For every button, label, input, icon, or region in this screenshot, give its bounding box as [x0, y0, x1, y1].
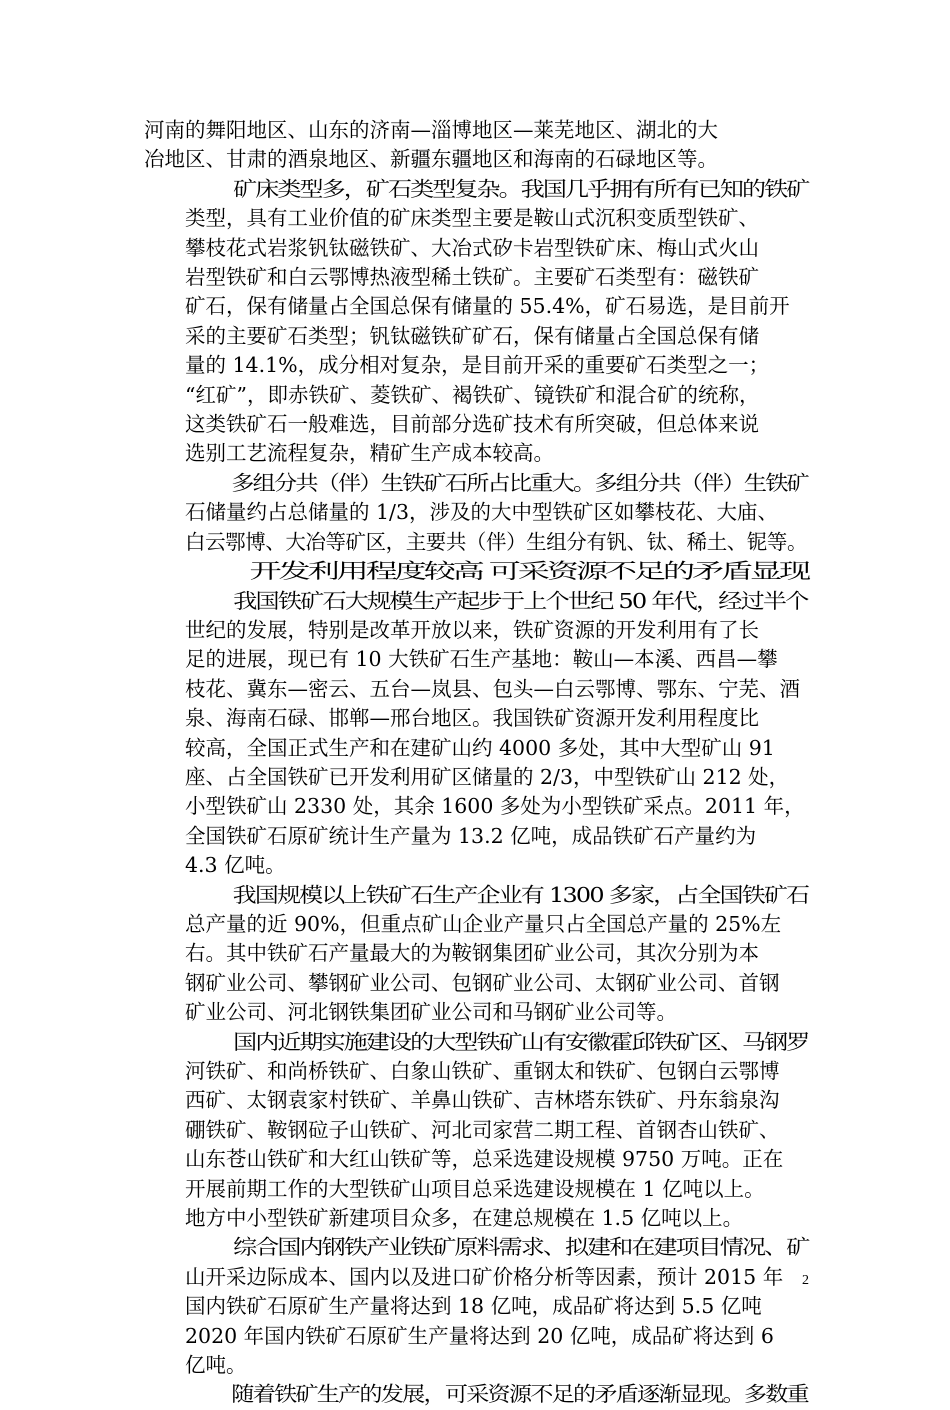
text-line: 2020 年国内铁矿石原矿生产量将达到 20 亿吨，成品矿将达到 6 [185, 1323, 774, 1348]
paragraph [144, 1380, 808, 1409]
text-line: 硼铁矿、鞍钢砬子山铁矿、河北司家营二期工程、首钢杏山铁矿、 [185, 1117, 780, 1142]
text-line: 矿床类型多，矿石类型复杂。我国几乎拥有所有已知的铁矿 [233, 176, 809, 201]
text-line: 矿业公司、河北钢铁集团矿业公司和马钢矿业公司等。 [185, 1000, 677, 1025]
text-line: 这类铁矿石一般难选，目前部分选矿技术有所突破，但总体来说 [185, 412, 759, 437]
text-line: 量的 14.1%，成分相对复杂，是目前开采的重要矿石类型之一； [185, 353, 770, 378]
text-line: 全国铁矿石原矿统计生产量为 13.2 亿吨，成品铁矿石产量约为 [185, 823, 757, 848]
text-line: 钢矿业公司、攀钢矿业公司、包钢矿业公司、太钢矿业公司、首钢 [185, 970, 780, 995]
text-line: 国内近期实施建设的大型铁矿山有安徽霍邱铁矿区、马钢罗 [233, 1029, 809, 1054]
text-line: 国内铁矿石原矿生产量将达到 18 亿吨，成品矿将达到 5.5 亿吨 [185, 1294, 762, 1319]
text-line: 山东苍山铁矿和大红山铁矿等，总采选建设规模 9750 万吨。正在 [185, 1147, 784, 1172]
text-line: 开发利用程度较高 可采资源不足的矛盾显现 [249, 559, 809, 584]
text-line: 座、占全国铁矿已开发利用矿区储量的 2/3，中型铁矿山 212 处， [185, 764, 790, 789]
text-line: 世纪的发展，特别是改革开放以来，铁矿资源的开发利用有了长 [185, 617, 759, 642]
paragraph [144, 116, 808, 175]
text-line: 攀枝花式岩浆钒钛磁铁矿、大冶式矽卡岩型铁矿床、梅山式火山 [185, 235, 759, 260]
text-line: 枝花、冀东—密云、五台—岚县、包头—白云鄂博、鄂东、宁芜、酒 [185, 676, 800, 701]
text-line: 4.3 亿吨。 [185, 853, 286, 878]
text-line: 选别工艺流程复杂，精矿生产成本较高。 [185, 441, 554, 466]
paragraph [144, 1233, 808, 1380]
body-text [144, 116, 808, 1410]
text-line: 小型铁矿山 2330 处，其余 1600 多处为小型铁矿采点。2011 年， [185, 794, 805, 819]
text-line: 矿石，保有储量占全国总保有储量的 55.4%，矿石易选，是目前开 [185, 294, 790, 319]
text-line: 我国规模以上铁矿石生产企业有 1300 多家，占全国铁矿石 [232, 882, 809, 907]
text-line: 右。其中铁矿石产量最大的为鞍钢集团矿业公司，其次分别为本 [185, 941, 759, 966]
text-line: 我国铁矿石大规模生产起步于上个世纪 50 年代，经过半个 [233, 588, 808, 613]
paragraph [144, 587, 808, 881]
text-line: 河铁矿、和尚桥铁矿、白象山铁矿、重钢太和铁矿、包钢白云鄂博 [185, 1059, 780, 1083]
text-line: “红矿”，即赤铁矿、菱铁矿、褐铁矿、镜铁矿和混合矿的统称， [185, 382, 760, 407]
paragraph [144, 175, 808, 469]
text-line: 岩型铁矿和白云鄂博热液型稀土铁矿。主要矿石类型有：磁铁矿 [185, 265, 759, 290]
page-number: 2 [802, 1273, 809, 1288]
text-line: 总产量的近 90%，但重点矿山企业产量只占全国总产量的 25%左 [185, 911, 782, 936]
text-line: 综合国内钢铁产业铁矿原料需求、拟建和在建项目情况、矿 [233, 1235, 809, 1260]
text-line: 随着铁矿生产的发展，可采资源不足的矛盾逐渐显现。多数重 [231, 1382, 808, 1407]
text-line: 足的进展，现已有 10 大铁矿石生产基地：鞍山—本溪、西昌—攀 [185, 647, 778, 672]
text-line: 石储量约占总储量的 1/3，涉及的大中型铁矿区如攀枝花、大庙、 [185, 500, 779, 525]
text-line: 河南的舞阳地区、山东的济南—淄博地区—莱芜地区、湖北的大 [144, 118, 718, 142]
paragraph [144, 1028, 808, 1234]
text-line: 采的主要矿石类型；钒钛磁铁矿矿石，保有储量占全国总保有储 [185, 323, 759, 348]
text-line: 冶地区、甘肃的酒泉地区、新疆东疆地区和海南的石碌地区等。 [144, 147, 718, 172]
paragraph [144, 557, 808, 586]
text-line: 多组分共（伴）生铁矿石所占比重大。多组分共（伴）生铁矿 [231, 470, 808, 495]
text-line: 地方中小型铁矿新建项目众多，在建总规模在 1.5 亿吨以上。 [185, 1206, 744, 1231]
text-line: 较高，全国正式生产和在建矿山约 4000 多处，其中大型矿山 91 [185, 735, 775, 760]
paragraph [144, 469, 808, 557]
text-line: 西矿、太钢袁家村铁矿、羊鼻山铁矿、吉林塔东铁矿、丹东翁泉沟 [185, 1088, 780, 1113]
text-line: 类型，具有工业价值的矿床类型主要是鞍山式沉积变质型铁矿、 [185, 206, 759, 231]
text-line: 山开采边际成本、国内以及进口矿价格分析等因素，预计 2015 年 [185, 1264, 784, 1289]
text-line: 泉、海南石碌、邯郸—邢台地区。我国铁矿资源开发利用程度比 [185, 706, 759, 731]
text-line: 亿吨。 [185, 1353, 247, 1378]
text-line: 开展前期工作的大型铁矿山项目总采选建设规模在 1 亿吨以上。 [185, 1176, 765, 1201]
text-line: 白云鄂博、大冶等矿区，主要共（伴）生组分有钒、钛、稀土、铌等。 [185, 529, 808, 554]
paragraph [144, 881, 808, 1028]
